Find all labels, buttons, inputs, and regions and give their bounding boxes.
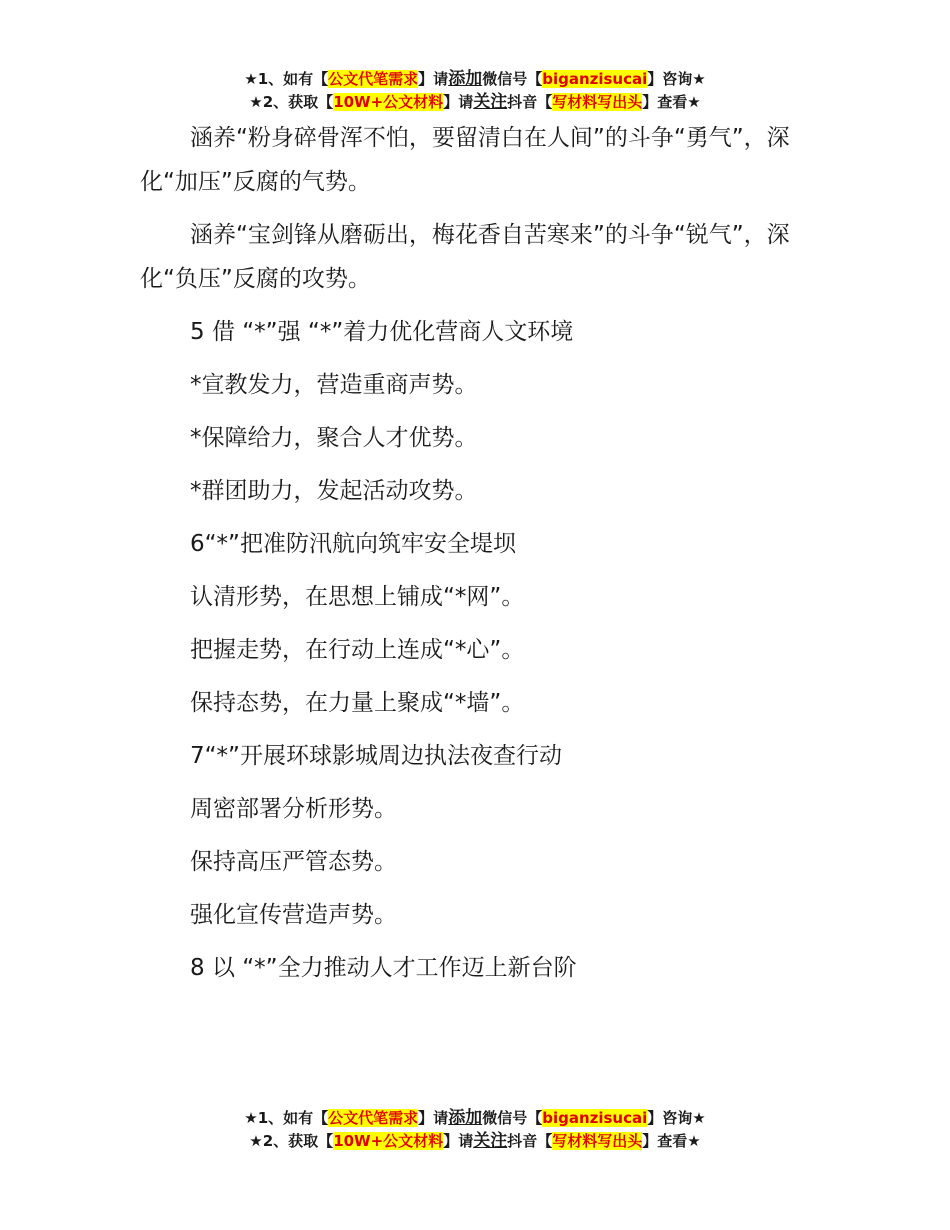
footer-banner (0, 1107, 950, 1153)
banner-underline: 关注 (473, 1131, 508, 1151)
banner-line-1 (0, 68, 950, 91)
paragraph: *群团助力，发起活动攻势。 (190, 478, 478, 504)
banner-text: 微信号【 (482, 1109, 543, 1127)
banner-underline: 关注 (473, 92, 508, 112)
paragraph: *宣教发力，营造重商声势。 (190, 372, 478, 398)
banner-highlight: biganzisucai (542, 1109, 648, 1127)
banner-line-2 (0, 91, 950, 114)
banner-underline: 添加 (448, 69, 483, 89)
banner-highlight: 10W+公文材料 (333, 1132, 444, 1150)
paragraph: 把握走势，在行动上连成“*心”。 (190, 637, 525, 663)
banner-line-1 (0, 1107, 950, 1130)
banner-text: 】咨询★ (647, 70, 706, 88)
document-body (140, 116, 812, 999)
paragraph: 涵养“粉身碎骨浑不怕，要留清白在人间”的斗争“勇气”，深化“加压”反腐的气势。 (140, 125, 790, 195)
banner-underline: 添加 (448, 1108, 483, 1128)
banner-line-2 (0, 1130, 950, 1153)
banner-text: ★1、如有【 (244, 70, 329, 88)
banner-text: 】请 (418, 70, 449, 88)
banner-text: 抖音【 (507, 1132, 553, 1150)
paragraph: 强化宣传营造声势。 (190, 902, 397, 928)
paragraph: 保持态势，在力量上聚成“*墙”。 (190, 690, 525, 716)
section-heading: 8 以 “*”全力推动人才工作迈上新台阶 (190, 955, 577, 981)
banner-text: 】咨询★ (647, 1109, 706, 1127)
banner-text: 】请 (443, 1132, 474, 1150)
banner-highlight: 公文代笔需求 (328, 1109, 419, 1127)
banner-highlight: 写材料写出头 (552, 1132, 643, 1150)
section-heading: 6“*”把准防汛航向筑牢安全堤坝 (190, 531, 516, 557)
banner-text: ★2、获取【 (249, 93, 334, 111)
banner-text: ★1、如有【 (244, 1109, 329, 1127)
banner-text: 】请 (443, 93, 474, 111)
section-heading: 5 借 “*”强 “*”着力优化营商人文环境 (190, 319, 574, 345)
banner-text: 抖音【 (507, 93, 553, 111)
banner-text: ★2、获取【 (249, 1132, 334, 1150)
banner-highlight: biganzisucai (542, 70, 648, 88)
header-banner (0, 68, 950, 114)
section-heading: 7“*”开展环球影城周边执法夜查行动 (190, 743, 562, 769)
paragraph: 保持高压严管态势。 (190, 849, 397, 875)
banner-text: 】查看★ (642, 1132, 701, 1150)
banner-highlight: 公文代笔需求 (328, 70, 419, 88)
banner-text: 】请 (418, 1109, 449, 1127)
paragraph: 涵养“宝剑锋从磨砺出，梅花香自苦寒来”的斗争“锐气”，深化“负压”反腐的攻势。 (140, 222, 790, 292)
paragraph: *保障给力，聚合人才优势。 (190, 425, 478, 451)
banner-text: 微信号【 (482, 70, 543, 88)
paragraph: 周密部署分析形势。 (190, 796, 397, 822)
paragraph: 认清形势，在思想上铺成“*网”。 (190, 584, 525, 610)
banner-text: 】查看★ (642, 93, 701, 111)
banner-highlight: 10W+公文材料 (333, 93, 444, 111)
banner-highlight: 写材料写出头 (552, 93, 643, 111)
